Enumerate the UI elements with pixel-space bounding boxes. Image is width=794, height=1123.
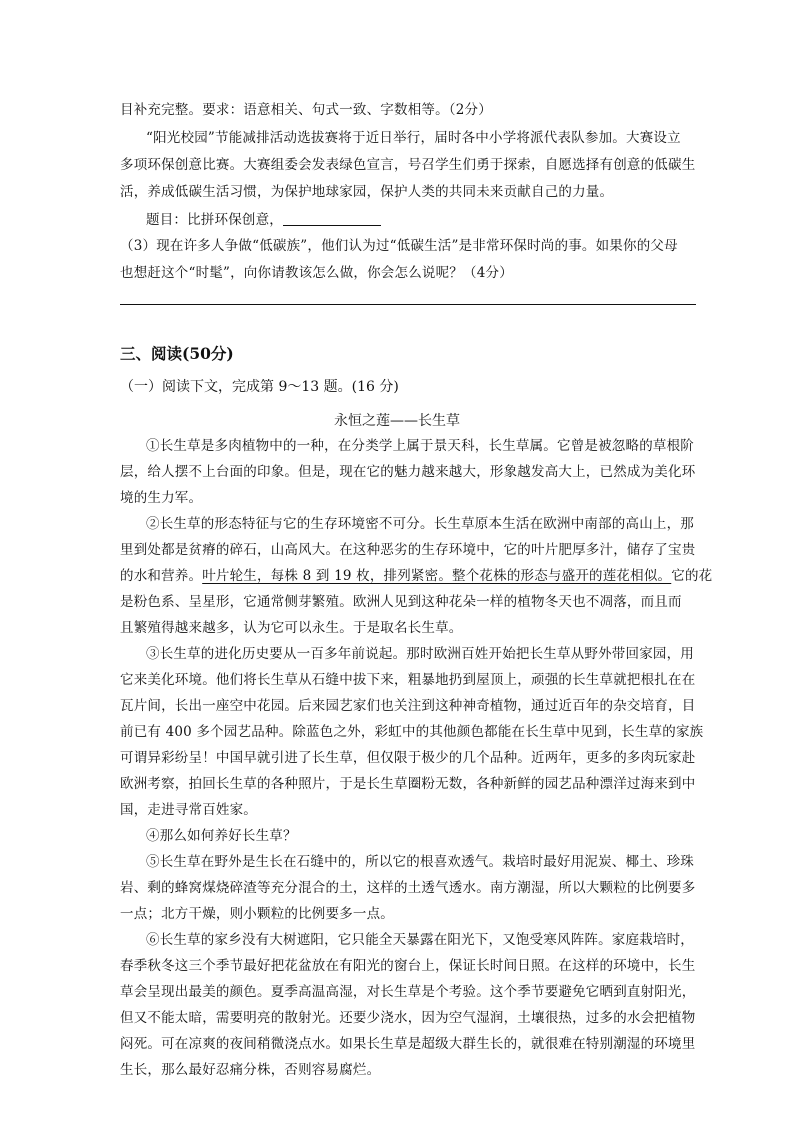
question-line: 也想赶这个“时髦”，向你请教该怎么做，你会怎么说呢？（4分）: [120, 265, 513, 281]
question-line: （3）现在许多人争做“低碳族”，他们认为过“低碳生活”是非常环保时尚的事。如果你的父母: [120, 238, 678, 254]
article-line: 草会呈现出最美的颜色。夏季高温高湿，对长生草是个考验。这个季节要避免它晒到直射阳光，: [120, 984, 696, 1000]
article-line: 闷死。可在凉爽的夜间稍微浇点水。如果长生草是超级大群生长的，就很难在特别潮湿的环境里: [120, 1036, 696, 1052]
article-line: ③长生草的进化历史要从一百多年前说起。那时欧洲百姓开始把长生草从野外带回家园，用: [146, 646, 694, 662]
answer-blank[interactable]: [283, 211, 381, 226]
article-title: 永恒之莲——长生草: [334, 413, 460, 429]
article-line: 生长，那么最好忍痛分株，否则容易腐烂。: [120, 1062, 381, 1078]
article-line: 春季秋冬这三个季节最好把花盆放在有阳光的窗台上，保证长时间日照。在这样的环境中，长生: [120, 958, 696, 974]
article-line: ④那么如何养好长生草？: [146, 828, 297, 844]
article-line: ①长生草是多肉植物中的一种，在分类学上属于景天科，长生草属。它曾是被忽略的草根阶: [146, 438, 694, 454]
article-line: 它来美化环境。他们将长生草从石缝中拔下来，粗暴地扔到屋顶上，顽强的长生草就把根扎在在: [120, 672, 696, 688]
answer-rule[interactable]: [120, 304, 696, 305]
article-line: 且繁殖得越来越多，认为它可以永生。于是取名长生草。: [120, 620, 463, 636]
topic-label: 题目：比拼环保创意，: [146, 212, 283, 228]
article-line: 是粉色系、呈星形，它通常侧芽繁殖。欧洲人见到这种花朵一样的植物冬天也不凋落，而且而: [120, 594, 682, 610]
article-line: 一点；北方干燥，则小颗粒的比例要多一点。: [120, 906, 394, 922]
article-line: 可谓异彩纷呈！中国早就引进了长生草，但仅限于极少的几个品种。近两年，更多的多肉玩家赴: [120, 750, 696, 766]
article-line: 但又不能太暗，需要明亮的散射光。还要少浇水，因为空气湿润，土壤很热，过多的水会把植物: [120, 1010, 696, 1026]
article-text: 它的花: [671, 568, 713, 584]
article-line: ⑤长生草在野外是生长在石缝中的，所以它的根喜欢透气。栽培时最好用泥炭、椰土、珍珠: [146, 854, 694, 870]
article-line: 境的生力军。: [120, 490, 203, 506]
article-line: 国，走进寻常百姓家。: [120, 802, 257, 818]
passage-line: “阳光校园”节能减排活动选拔赛将于近日举行，届时各中小学将派代表队参加。大赛设立: [146, 130, 681, 146]
section-subheading: （一）阅读下文，完成第 9～13 题。(16 分): [120, 379, 399, 395]
article-line: 岩、剩的蜂窝煤烧碎渣等充分混合的土，这样的土透气透水。南方潮湿，所以大颗粒的比例要多: [120, 880, 696, 896]
instruction-line: 目补充完整。要求：语意相关、句式一致、字数相等。（2分）: [120, 102, 492, 118]
article-line: ②长生草的形态特征与它的生存环境密不可分。长生草原本生活在欧洲中南部的高山上，那: [146, 516, 694, 532]
passage-line: 活，养成低碳生活习惯，为保护地球家园，保护人类的共同未来贡献自己的力量。: [120, 184, 614, 200]
topic-line: [146, 210, 700, 230]
article-text: 的水和营养。: [120, 568, 203, 584]
underlined-sentence: 叶片轮生，每株 8 到 19 枚，排列紧密。整个花株的形态与盛开的莲花相似。: [202, 568, 672, 584]
passage-line: 多项环保创意比赛。大赛组委会发表绿色宣言，号召学生们勇于探索，自愿选择有创意的低碳生: [120, 157, 696, 173]
section-heading: 三、阅读(50分): [120, 344, 234, 363]
article-line: 前已有 400 多个园艺品种。除蓝色之外，彩虹中的其他颜色都能在长生草中见到，长生草的家族: [120, 724, 704, 740]
article-line: 里到处都是贫瘠的碎石，山高风大。在这种恶劣的生存环境中，它的叶片肥厚多汁，储存了宝贵: [120, 542, 696, 558]
article-line: 层，给人摆不上台面的印象。但是，现在它的魅力越来越大，形象越发高大上，已然成为美化环: [120, 464, 696, 480]
article-line: 瓦片间，长出一座空中花园。后来园艺家们也关注到这种神奇植物，通过近百年的杂交培育，目: [120, 698, 696, 714]
article-line: ⑥长生草的家乡没有大树遮阳，它只能全天暴露在阳光下，又饱受寒风阵阵。家庭栽培时，: [146, 932, 694, 948]
article-line: 欧洲考察，拍回长生草的各种照片，于是长生草圈粉无数，各种新鲜的园艺品种漂洋过海来到中: [120, 776, 696, 792]
article-line: [120, 566, 713, 586]
